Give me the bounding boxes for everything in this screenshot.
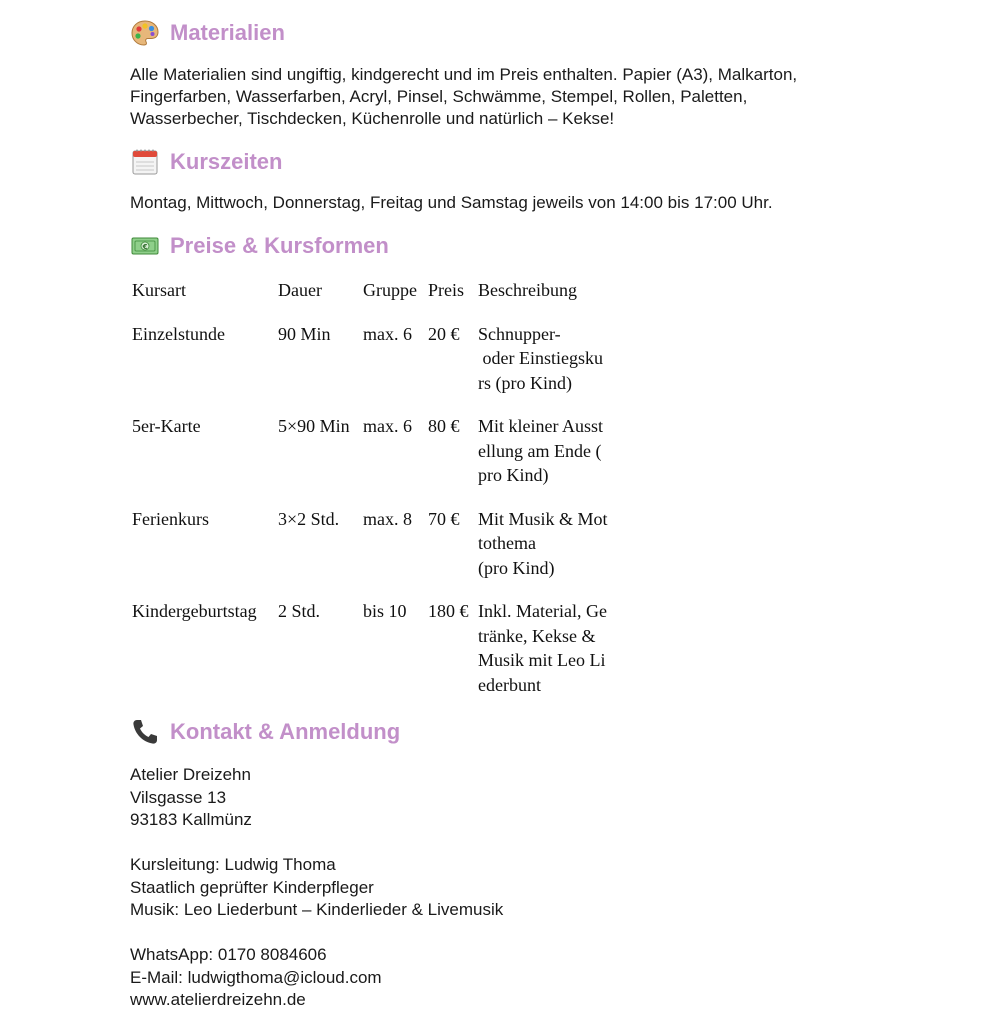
leitung-line: Staatlich geprüfter Kinderpfleger [130,877,374,897]
section-title: Preise & Kursformen [170,233,389,258]
cell-kursart: Kindergeburtstag [132,601,257,621]
desc-line: Musik mit Leo Li [478,650,606,670]
address-line: Vilsgasse 13 [130,787,227,807]
desc-line: ederbunt [478,674,541,695]
leitung-line: Kursleitung: Ludwig Thoma [130,855,336,874]
section-title: Kontakt & Anmeldung [170,719,401,744]
cell-preis: 20 € [428,323,460,344]
desc-line: tränke, Kekse & [478,625,596,646]
cell-dauer: 2 Std. [278,601,321,621]
cell-gruppe: max. 8 [363,508,412,529]
address-line: 93183 Kallmünz [130,810,252,829]
section-heading-kontakt [130,716,400,748]
cell-beschreibung [478,414,628,507]
calendar-icon [130,147,160,177]
desc-line: Inkl. Material, Ge [478,601,607,621]
column-header-kursart: Kursart [132,280,186,300]
website-link[interactable]: www.atelierdreizehn.de [130,990,306,1009]
desc-line: Mit Musik & Mot [478,508,608,529]
cell-beschreibung [478,507,628,600]
cell-beschreibung [478,322,628,415]
svg-text:€: € [142,243,148,251]
contact-block [130,764,503,1012]
spacer [130,922,503,945]
desc-line: tothema [478,533,536,553]
table-row [130,599,628,716]
money-icon [130,231,160,261]
table-row [130,507,628,600]
desc-line: Schnupper- [478,323,561,344]
section-heading-materialien [130,17,285,49]
palette-icon [130,18,160,48]
column-header-gruppe: Gruppe [363,280,417,300]
desc-line: Mit kleiner Ausst [478,416,603,436]
section-title: Kurszeiten [170,149,283,174]
text-line: Alle Materialien sind ungiftig, kindgerecht und im Preis enthalten. Papier (A3), Malkarton, [130,65,798,84]
materialien-text [130,64,890,130]
table-row [130,322,628,415]
text-line: Wasserbecher, Tischdecken, Küchenrolle und natürlich – Kekse! [130,109,615,128]
section-heading-preise [130,230,389,262]
cell-dauer: 3×2 Std. [278,508,340,529]
spacer [130,832,503,855]
kurszeiten-text [130,192,773,214]
column-header-beschreibung: Beschreibung [478,280,577,300]
cell-preis: 180 € [428,601,469,621]
cell-gruppe: max. 6 [363,323,412,344]
price-table [130,278,628,716]
address-line: Atelier Dreizehn [130,765,251,784]
telephone-icon [130,717,160,747]
cell-gruppe: max. 6 [363,416,412,436]
whatsapp-contact[interactable]: WhatsApp: 0170 8084606 [130,945,327,964]
cell-beschreibung [478,599,628,716]
desc-line: rs (pro Kind) [478,372,572,393]
section-heading-kurszeiten [130,146,282,178]
cell-kursart: Einzelstunde [132,323,225,344]
email-contact[interactable]: E-Mail: ludwigthoma@icloud.com [130,967,382,987]
text-line: Fingerfarben, Wasserfarben, Acryl, Pinsel, Schwämme, Stempel, Rollen, Paletten, [130,87,748,106]
desc-line: oder Einstiegsku [478,348,603,368]
desc-line: (pro Kind) [478,557,555,578]
cell-dauer: 5×90 Min [278,416,350,436]
section-title: Materialien [170,20,285,45]
cell-preis: 80 € [428,416,460,436]
cell-preis: 70 € [428,508,460,529]
cell-gruppe: bis 10 [363,601,407,621]
desc-line: ellung am Ende ( [478,440,602,461]
column-header-preis: Preis [428,280,464,300]
table-header-row [130,278,628,322]
cell-kursart: 5er-Karte [132,416,201,436]
desc-line: pro Kind) [478,465,549,485]
cell-dauer: 90 Min [278,323,331,344]
cell-kursart: Ferienkurs [132,508,209,529]
leitung-line: Musik: Leo Liederbunt – Kinderlieder & Livemusik [130,900,504,919]
text-line: Montag, Mittwoch, Donnerstag, Freitag und Samstag jeweils von 14:00 bis 17:00 Uhr. [130,193,773,212]
column-header-dauer: Dauer [278,280,322,300]
table-row [130,414,628,507]
